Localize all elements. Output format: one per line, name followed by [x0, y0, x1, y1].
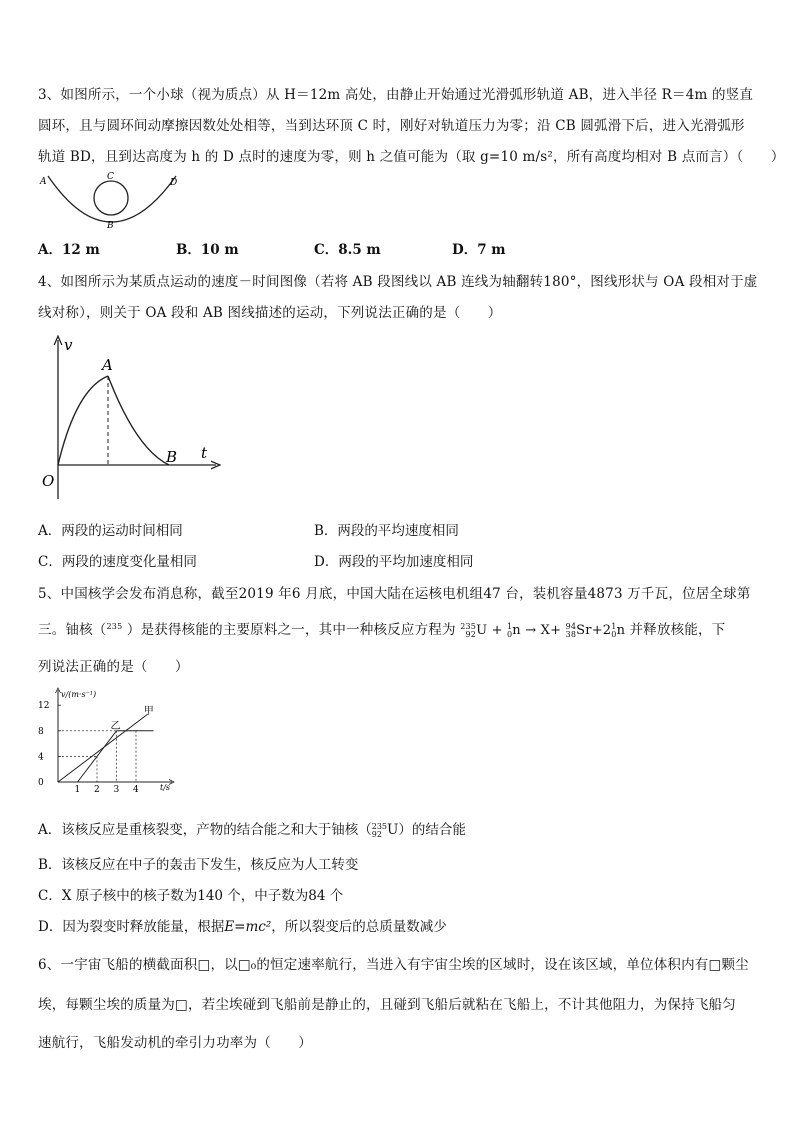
q5-line-2	[38, 618, 725, 639]
y-tick-label: 0	[38, 778, 44, 788]
q5-line-2c: 并释放核能，下	[629, 622, 726, 638]
q5-option-a: A．该核反应是重核裂变，产物的结合能之和大于铀核（235 92 U）的结合能	[38, 821, 466, 839]
q5-line-3: 列说法正确的是（ ）	[38, 659, 189, 675]
q3-option-c: C．8.5 m	[314, 242, 381, 258]
q4-line-2: 线对称），则关于 OA 段和 AB 图线描述的运动，下列说法正确的是（ ）	[38, 305, 502, 321]
q6-line-3: 速航行，飞船发动机的牵引力功率为（ ）	[38, 1035, 312, 1051]
curve-oa	[58, 376, 108, 465]
series-label-yi: 乙	[110, 720, 121, 732]
q3-line-2: 圆环，且与圆环间动摩擦因数处处相等，当到达环顶 C 时，刚好对轨道压力为零；沿 CB 圆弧滑下后，进入光滑弧形	[38, 118, 745, 134]
y-tick-label: 4	[38, 752, 44, 763]
series-label-jia: 甲	[143, 706, 154, 718]
y-axis-label: v/(m·s⁻¹)	[61, 690, 97, 699]
q4-line-1: 4、如图所示为某质点运动的速度－时间图像（若将 AB 段图线以 AB 连线为轴翻转180°，图线形状与 OA 段相对于虚	[38, 274, 758, 290]
x-tick-label: 1	[74, 785, 81, 794]
q5-line-2b: ）是获得核能的主要原料之一，其中一种核反应方程为	[126, 622, 456, 638]
label-v: v	[64, 336, 73, 354]
q4-option-d: D．两段的平均加速度相同	[314, 554, 474, 570]
uranium-nuclide: 235	[106, 622, 123, 631]
q4-vt-graph	[36, 334, 221, 504]
q5-line-2a: 三。铀核（	[38, 622, 107, 638]
label-d: D	[170, 178, 178, 188]
label-b: B	[107, 221, 114, 230]
label-b: B	[166, 448, 178, 466]
label-o: O	[42, 472, 55, 490]
x-tick-label: 4	[133, 785, 139, 794]
x-tick-label: 2	[94, 785, 100, 794]
q5-option-c: C．X 原子核中的核子数为140 个，中子数为84 个	[38, 888, 344, 904]
label-a: A	[40, 177, 47, 187]
q4-option-a: A．两段的运动时间相同	[38, 523, 183, 539]
q3-option-b: B．10 m	[176, 242, 239, 258]
q5-option-d: D．因为裂变时释放能量，根据E=mc²，所以裂变后的总质量数减少	[38, 919, 447, 935]
reaction-equation: 235 92U + 1 0n → X+ 94 38Sr+21 0n	[460, 621, 626, 639]
loop-circle	[94, 181, 128, 215]
q3-line-3: 轨道 BD，且到达高度为 h 的 D 点时的速度为零，则 h 之值可能为（取 g=10 m/s²，所有高度均相对 B 点而言）（ ）	[38, 149, 785, 165]
q3-option-a: A．12 m	[38, 242, 100, 258]
q5-velocity-chart	[32, 686, 182, 794]
curve-ab	[108, 376, 169, 465]
q6-line-2: 埃，每颗尘埃的质量为□，若尘埃碰到飞船前是静止的，且碰到飞船后就粘在飞船上，不计其他阻力，为保持飞船匀	[38, 997, 736, 1013]
label-t: t	[201, 444, 208, 462]
label-c: C	[107, 172, 114, 182]
q6-line-1: 6、一宇宙飞船的横截面积□，以□₀的恒定速率航行，当进入有宇宙尘埃的区域时，设在该区域，单位体积内有□颗尘	[38, 957, 749, 973]
q4-option-b: B．两段的平均速度相同	[314, 523, 459, 539]
q5-line-1: 5、中国核学会发布消息称，截至2019 年6 月底，中国大陆在运核电机组47 台，装机容量4873 万千瓦，位居全球第	[38, 586, 751, 602]
q3-track-figure	[36, 168, 186, 230]
y-tick-label: 12	[38, 701, 50, 712]
q3-line-1: 3、如图所示，一个小球（视为质点）从 H＝12m 高处，由静止开始通过光滑弧形轨道 AB，进入半径 R＝4m 的竖直	[38, 87, 754, 103]
q5-option-b: B．该核反应在中子的轰击下发生，核反应为人工转变	[38, 857, 359, 873]
q3-option-d: D．7 m	[452, 242, 506, 258]
q4-option-c: C．两段的速度变化量相同	[38, 554, 197, 570]
x-tick-label: 3	[113, 785, 120, 794]
x-axis-label: t/s	[160, 783, 171, 792]
label-a: A	[102, 356, 113, 374]
y-tick-label: 8	[38, 726, 44, 737]
